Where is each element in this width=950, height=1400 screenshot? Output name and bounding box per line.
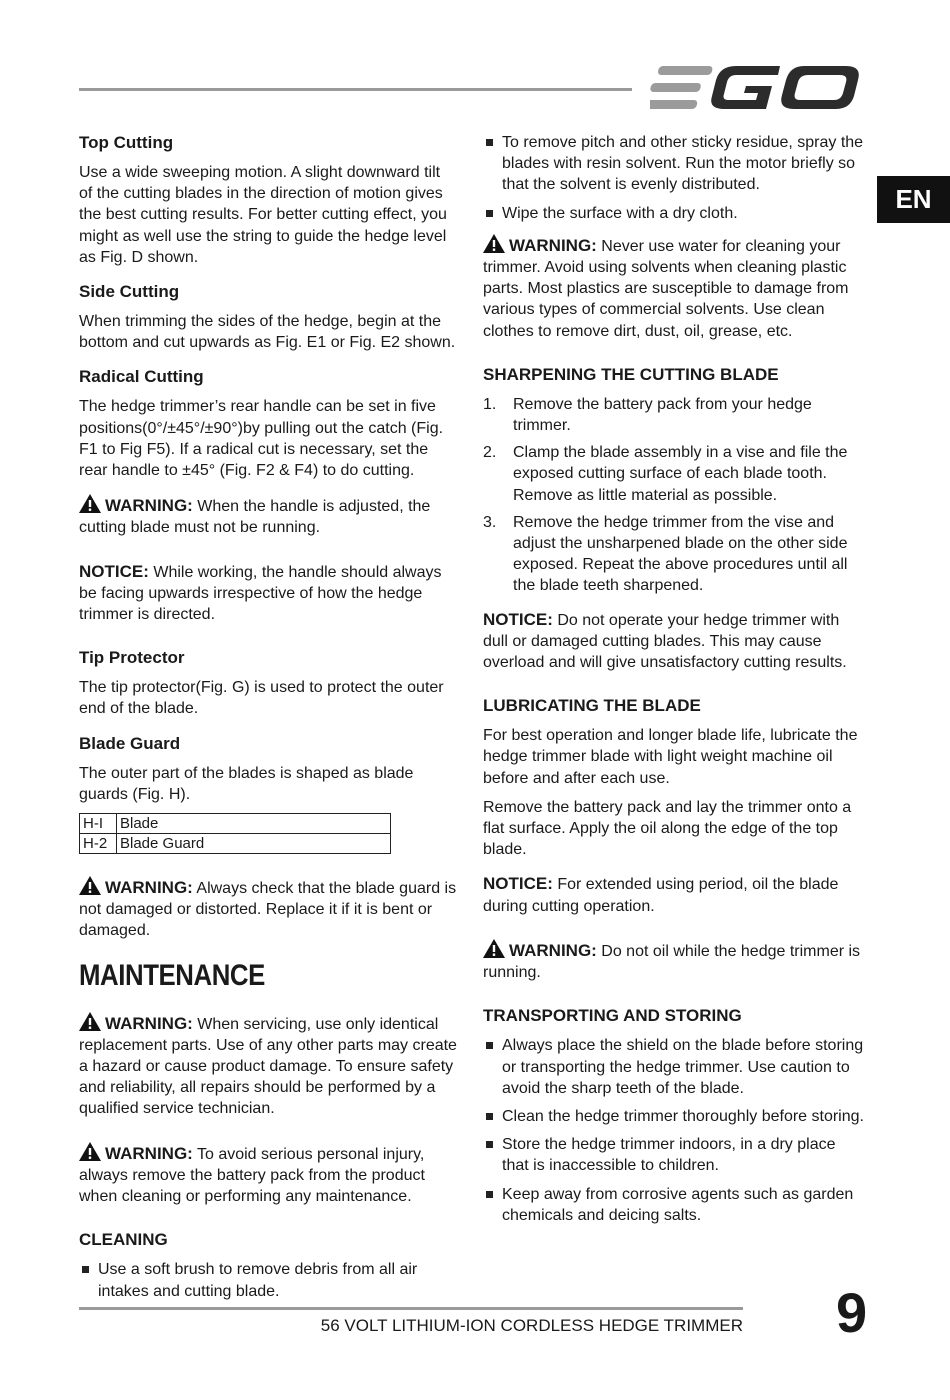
notice-handle bbox=[79, 561, 457, 626]
lubricating-para-1: For best operation and longer blade life, lubricate the hedge trimmer blade with light weight machine oil before and after each use. bbox=[483, 727, 858, 787]
step-text: Remove the battery pack from your hedge trimmer. bbox=[513, 395, 812, 435]
warning-guard bbox=[79, 876, 457, 942]
notice-label: NOTICE: bbox=[483, 874, 553, 894]
left-column bbox=[79, 132, 457, 1312]
notice-lubricating bbox=[483, 873, 865, 916]
blade-parts-table bbox=[79, 813, 391, 854]
warning-text: To avoid serious personal injury, always remove the battery pack from the product when cleaning or performing any maintenance. bbox=[79, 1145, 425, 1206]
tip-protector-body: The tip protector(Fig. G) is used to protect the outer end of the blade. bbox=[79, 679, 444, 718]
notice-text: While working, the handle should always be facing upwards irrespective of how the hedge trimmer is directed. bbox=[79, 563, 442, 624]
warning-triangle-icon bbox=[79, 494, 101, 513]
language-tab bbox=[877, 176, 950, 223]
part-label: Blade Guard bbox=[117, 834, 391, 854]
side-cutting-body: When trimming the sides of the hedge, begin at the bottom and cut upwards as Fig. E1 or Fig. E2 shown. bbox=[79, 313, 456, 352]
transporting-heading: TRANSPORTING AND STORING bbox=[483, 1006, 742, 1026]
sharpening-heading: SHARPENING THE CUTTING BLADE bbox=[483, 364, 779, 384]
cleaning-list bbox=[79, 1259, 457, 1301]
footer-product-title: 56 VOLT LITHIUM-ION CORDLESS HEDGE TRIMMER bbox=[320, 1316, 743, 1335]
tip-protector-heading: Tip Protector bbox=[79, 648, 185, 668]
transporting-list bbox=[483, 1035, 865, 1226]
part-code: H-I bbox=[80, 814, 117, 834]
list-item bbox=[483, 442, 865, 506]
table-row bbox=[80, 814, 391, 834]
notice-sharpening bbox=[483, 609, 865, 674]
warning-text: Always check that the blade guard is not damaged or distorted. Replace it if it is bent or damaged. bbox=[79, 880, 457, 940]
warning-triangle-icon bbox=[79, 1012, 101, 1031]
list-item bbox=[483, 512, 865, 597]
list-item: Store the hedge trimmer indoors, in a dry place that is inaccessible to children. bbox=[483, 1134, 865, 1176]
list-item bbox=[483, 394, 865, 436]
notice-text: Do not operate your hedge trimmer with dull or damaged cutting blades. This may cause overload and will give unsatisfactory cutting results. bbox=[483, 611, 847, 672]
language-tab-label: EN bbox=[895, 184, 932, 214]
list-item: To remove pitch and other sticky residue, spray the blades with resin solvent. Run the motor briefly so that the solvent is evenly distributed. bbox=[483, 132, 865, 196]
notice-label: NOTICE: bbox=[483, 609, 553, 629]
header-rule bbox=[79, 88, 632, 91]
cleaning-heading: CLEANING bbox=[79, 1230, 168, 1250]
warning-label: WARNING: bbox=[105, 1143, 193, 1163]
step-text: Remove the hedge trimmer from the vise and adjust the unsharpened blade on the other side exposed. Repeat the above procedures until all the blade teeth sharpened. bbox=[513, 513, 848, 595]
warning-triangle-icon bbox=[483, 939, 505, 958]
warning-battery bbox=[79, 1142, 457, 1208]
warning-servicing bbox=[79, 1012, 457, 1120]
warning-text: When servicing, use only identical replacement parts. Use of any other parts may create a hazard or cause product damage. To ensure safety and reliability, all repairs should be performed by a qualified service technician. bbox=[79, 1015, 457, 1118]
step-text: Clamp the blade assembly in a vise and file the exposed cutting surface of each blade tooth. Remove as little material as possible. bbox=[513, 444, 848, 504]
warning-label: WARNING: bbox=[509, 940, 597, 960]
warning-text: Do not oil while the hedge trimmer is running. bbox=[483, 942, 861, 982]
blade-guard-heading: Blade Guard bbox=[79, 733, 181, 753]
list-item: Clean the hedge trimmer thoroughly before storing. bbox=[483, 1106, 865, 1127]
radical-cutting-heading: Radical Cutting bbox=[79, 367, 204, 387]
notice-label: NOTICE: bbox=[79, 561, 149, 581]
warning-label: WARNING: bbox=[105, 1013, 193, 1033]
top-cutting-body: Use a wide sweeping motion. A slight downward tilt of the cutting blades in the direction of motion gives the best cutting results. For better cutting effect, you might as well use the string to guide the hedge level as Fig. D shown. bbox=[79, 164, 447, 266]
warning-text: Never use water for cleaning your trimmer. Avoid using solvents when cleaning plastic parts. Most plastics are susceptible to damage from various types of commercial solvents. Use clean clothes to remove dirt, dust, oil, grease, etc. bbox=[483, 237, 849, 340]
list-item: Wipe the surface with a dry cloth. bbox=[483, 203, 865, 224]
warning-water bbox=[483, 234, 865, 342]
warning-triangle-icon bbox=[79, 876, 101, 895]
part-code: H-2 bbox=[80, 834, 117, 854]
warning-label: WARNING: bbox=[105, 496, 193, 516]
footer-rule bbox=[79, 1307, 743, 1310]
step-number: 2. bbox=[483, 444, 497, 462]
lubricating-heading: LUBRICATING THE BLADE bbox=[483, 696, 701, 716]
list-item: Always place the shield on the blade before storing or transporting the hedge trimmer. Use caution to avoid the sharp teeth of the blade. bbox=[483, 1035, 865, 1099]
warning-triangle-icon bbox=[483, 234, 505, 253]
warning-handle bbox=[79, 494, 457, 538]
radical-cutting-body: The hedge trimmer’s rear handle can be set in five positions(0°/±45°/±90°)by pulling out the catch (Fig. F1 to Fig F5). If a radical cut is necessary, set the rear handle to ±45° (Fig. F2 & F4) to do cutting. bbox=[79, 398, 444, 480]
warning-label: WARNING: bbox=[509, 235, 597, 255]
cleaning-list-continued bbox=[483, 132, 865, 224]
ego-logo bbox=[650, 62, 862, 114]
warning-label: WARNING: bbox=[105, 878, 193, 898]
notice-text: For extended using period, oil the blade during cutting operation. bbox=[483, 876, 839, 915]
warning-oil bbox=[483, 939, 865, 983]
right-column bbox=[483, 132, 865, 1236]
maintenance-heading: MAINTENANCE bbox=[79, 958, 265, 992]
part-label: Blade bbox=[117, 814, 391, 834]
list-item: Use a soft brush to remove debris from all air intakes and cutting blade. bbox=[79, 1259, 457, 1301]
top-cutting-heading: Top Cutting bbox=[79, 133, 174, 152]
lubricating-para-2: Remove the battery pack and lay the trimmer onto a flat surface. Apply the oil along the edge of the top blade. bbox=[483, 798, 852, 859]
warning-text: When the handle is adjusted, the cutting blade must not be running. bbox=[79, 498, 431, 537]
warning-triangle-icon bbox=[79, 1142, 101, 1161]
table-row bbox=[80, 834, 391, 854]
side-cutting-heading: Side Cutting bbox=[79, 282, 180, 302]
page-number: 9 bbox=[836, 1281, 868, 1344]
list-item: Keep away from corrosive agents such as garden chemicals and deicing salts. bbox=[483, 1184, 865, 1226]
sharpening-steps bbox=[483, 394, 865, 597]
blade-guard-body: The outer part of the blades is shaped as blade guards (Fig. H). bbox=[79, 764, 414, 803]
step-number: 3. bbox=[483, 513, 497, 531]
step-number: 1. bbox=[483, 395, 497, 413]
